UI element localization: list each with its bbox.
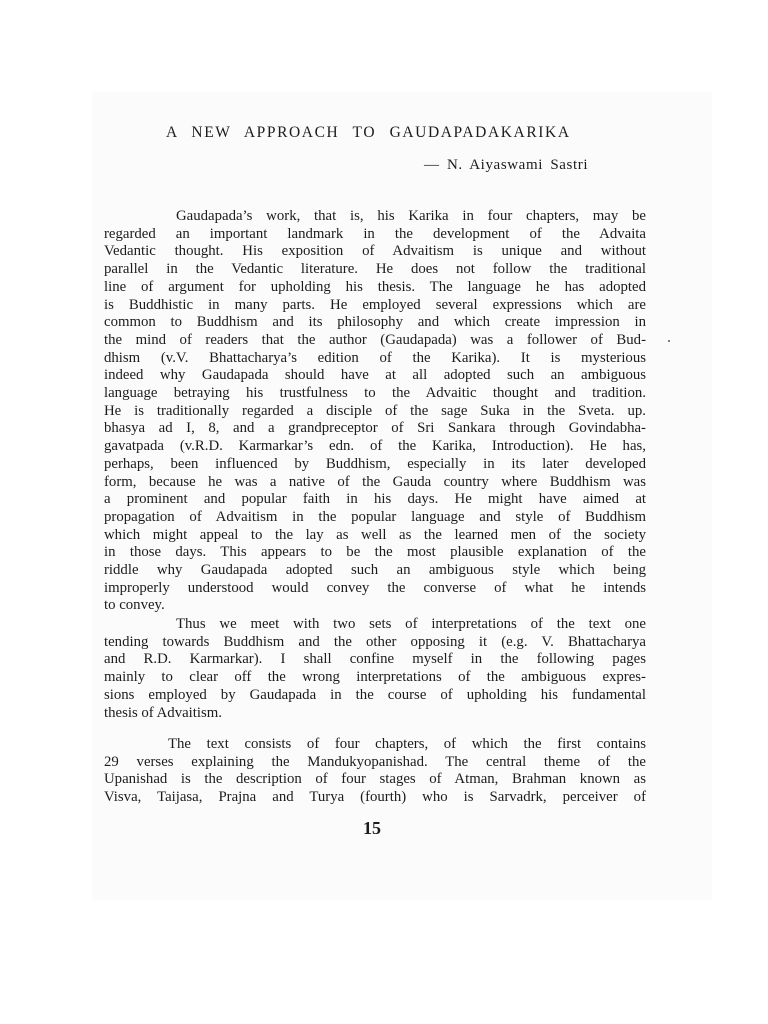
text-line: a prominent and popular faith in his days. He might have aimed at (104, 491, 646, 508)
text-line: mainly to clear off the wrong interpretations of the ambiguous expres- (104, 669, 646, 686)
article-title: A NEW APPROACH TO GAUDAPADAKARIKA (166, 124, 571, 141)
text-line: Visva, Taijasa, Prajna and Turya (fourth) who is Sarvadrk, perceiver of (104, 789, 646, 806)
text-line: tending towards Buddhism and the other opposing it (e.g. V. Bhattacharya (104, 633, 646, 650)
text-line: thesis of Advaitism. (104, 704, 222, 721)
text-line: dhism (v.V. Bhattacharya’s edition of the Karika). It is mysterious (104, 349, 646, 366)
text-line: Thus we meet with two sets of interpretations of the text one (176, 616, 646, 632)
text-line: and R.D. Karmarkar). I shall confine myself in the following pages (104, 651, 646, 668)
article-author: — N. Aiyaswami Sastri (424, 157, 589, 173)
text-line: indeed why Gaudapada should have at all adopted such an ambiguous (104, 367, 646, 384)
paragraph-3 (104, 736, 646, 807)
text-line: He is traditionally regarded a disciple of the sage Suka in the Sveta. up. (104, 402, 646, 419)
text-line: the mind of readers that the author (Gaudapada) was a follower of Bud- (104, 331, 646, 348)
scan-speck (668, 340, 670, 342)
text-line: improperly understood would convey the converse of what he intends (104, 579, 646, 596)
paragraph-1 (104, 208, 646, 615)
text-line: which might appeal to the lay as well as the learned men of the society (104, 526, 646, 543)
text-line: gavatpada (v.R.D. Karmarkar’s edn. of the Karika, Introduction). He has, (104, 438, 646, 455)
text-line: is Buddhistic in many parts. He employed several expressions which are (104, 296, 646, 313)
text-line: to convey. (104, 597, 165, 614)
text-line: Gaudapada’s work, that is, his Karika in four chapters, may be (176, 208, 646, 224)
text-line: form, because he was a native of the Gauda country where Buddhism was (104, 473, 646, 490)
text-line: propagation of Advaitism in the popular language and style of Buddhism (104, 508, 646, 525)
text-line: regarded an important landmark in the development of the Advaita (104, 225, 646, 242)
text-line: common to Buddhism and its philosophy and which create impression in (104, 314, 646, 331)
text-line: perhaps, been influenced by Buddhism, especially in its later developed (104, 455, 646, 472)
text-line: The text consists of four chapters, of which the first contains (168, 736, 646, 752)
text-line: in those days. This appears to be the most plausible explanation of the (104, 544, 646, 561)
paragraph-2 (104, 616, 646, 722)
text-line: Upanishad is the description of four stages of Atman, Brahman known as (104, 771, 646, 788)
text-line: parallel in the Vedantic literature. He does not follow the traditional (104, 261, 646, 278)
text-line: sions employed by Gaudapada in the course of upholding his fundamental (104, 686, 646, 703)
text-line: 29 verses explaining the Mandukyopanishad. The central theme of the (104, 753, 646, 770)
text-line: line of argument for upholding his thesis. The language he has adopted (104, 278, 646, 295)
text-line: language betraying his trustfulness to the Advaitic thought and tradition. (104, 385, 646, 402)
text-line: Vedantic thought. His exposition of Advaitism is unique and without (104, 243, 646, 260)
page-number: 15 (363, 818, 381, 838)
text-line: bhasya ad I, 8, and a grandpreceptor of Sri Sankara through Govindabha- (104, 420, 646, 437)
text-line: riddle why Gaudapada adopted such an ambiguous style which being (104, 562, 646, 579)
